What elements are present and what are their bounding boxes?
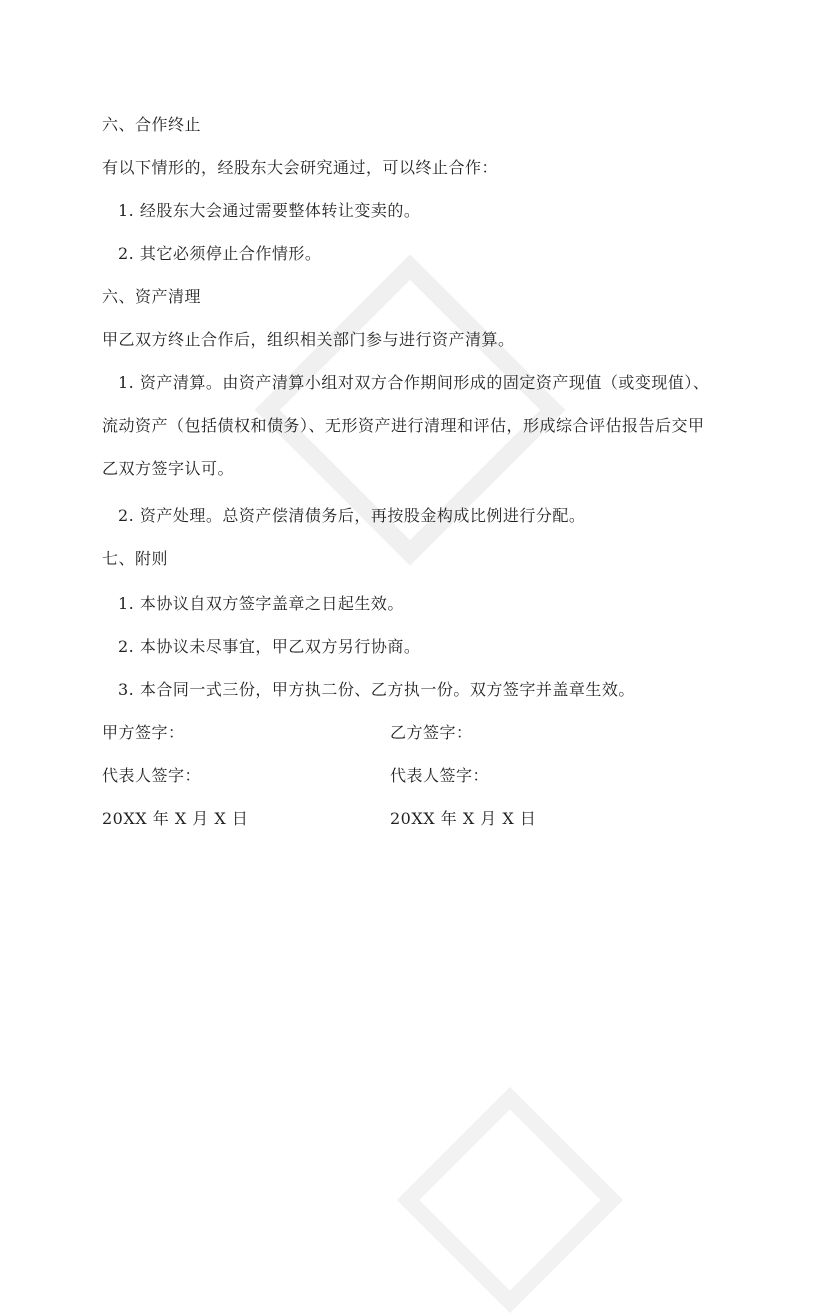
section-heading: 六、合作终止 — [102, 115, 202, 134]
section-heading: 六、资产清理 — [102, 287, 202, 306]
section-heading: 七、附则 — [102, 549, 169, 568]
party-b-rep-label: 代表人签字： — [390, 766, 490, 785]
list-item: 1. 资产清算。由资产清算小组对双方合作期间形成的固定资产现值（或变现值）、 — [118, 373, 710, 392]
list-item: 2. 其它必须停止合作情形。 — [118, 244, 322, 263]
party-a-date: 20XX 年 X 月 X 日 — [102, 809, 249, 828]
party-a-sign-label: 甲方签字： — [102, 723, 185, 742]
party-b-sign-label: 乙方签字： — [390, 723, 473, 742]
paragraph: 有以下情形的，经股东大会研究通过，可以终止合作： — [102, 158, 499, 177]
party-b-date: 20XX 年 X 月 X 日 — [390, 809, 537, 828]
party-a-rep-label: 代表人签字： — [102, 766, 202, 785]
list-item: 3. 本合同一式三份，甲方执二份、乙方执一份。双方签字并盖章生效。 — [118, 680, 635, 699]
watermark-icon — [397, 1087, 623, 1313]
list-item-continuation: 流动资产（包括债权和债务）、无形资产进行清理和评估，形成综合评估报告后交甲 — [102, 416, 705, 435]
list-item: 2. 资产处理。总资产偿清债务后，再按股金构成比例进行分配。 — [118, 506, 586, 525]
list-item: 1. 本协议自双方签字盖章之日起生效。 — [118, 594, 404, 613]
list-item: 1. 经股东大会通过需要整体转让变卖的。 — [118, 201, 421, 220]
list-item: 2. 本协议未尽事宜，甲乙双方另行协商。 — [118, 637, 421, 656]
list-item-continuation: 乙双方签字认可。 — [102, 459, 235, 478]
paragraph: 甲乙双方终止合作后，组织相关部门参与进行资产清算。 — [102, 330, 515, 349]
